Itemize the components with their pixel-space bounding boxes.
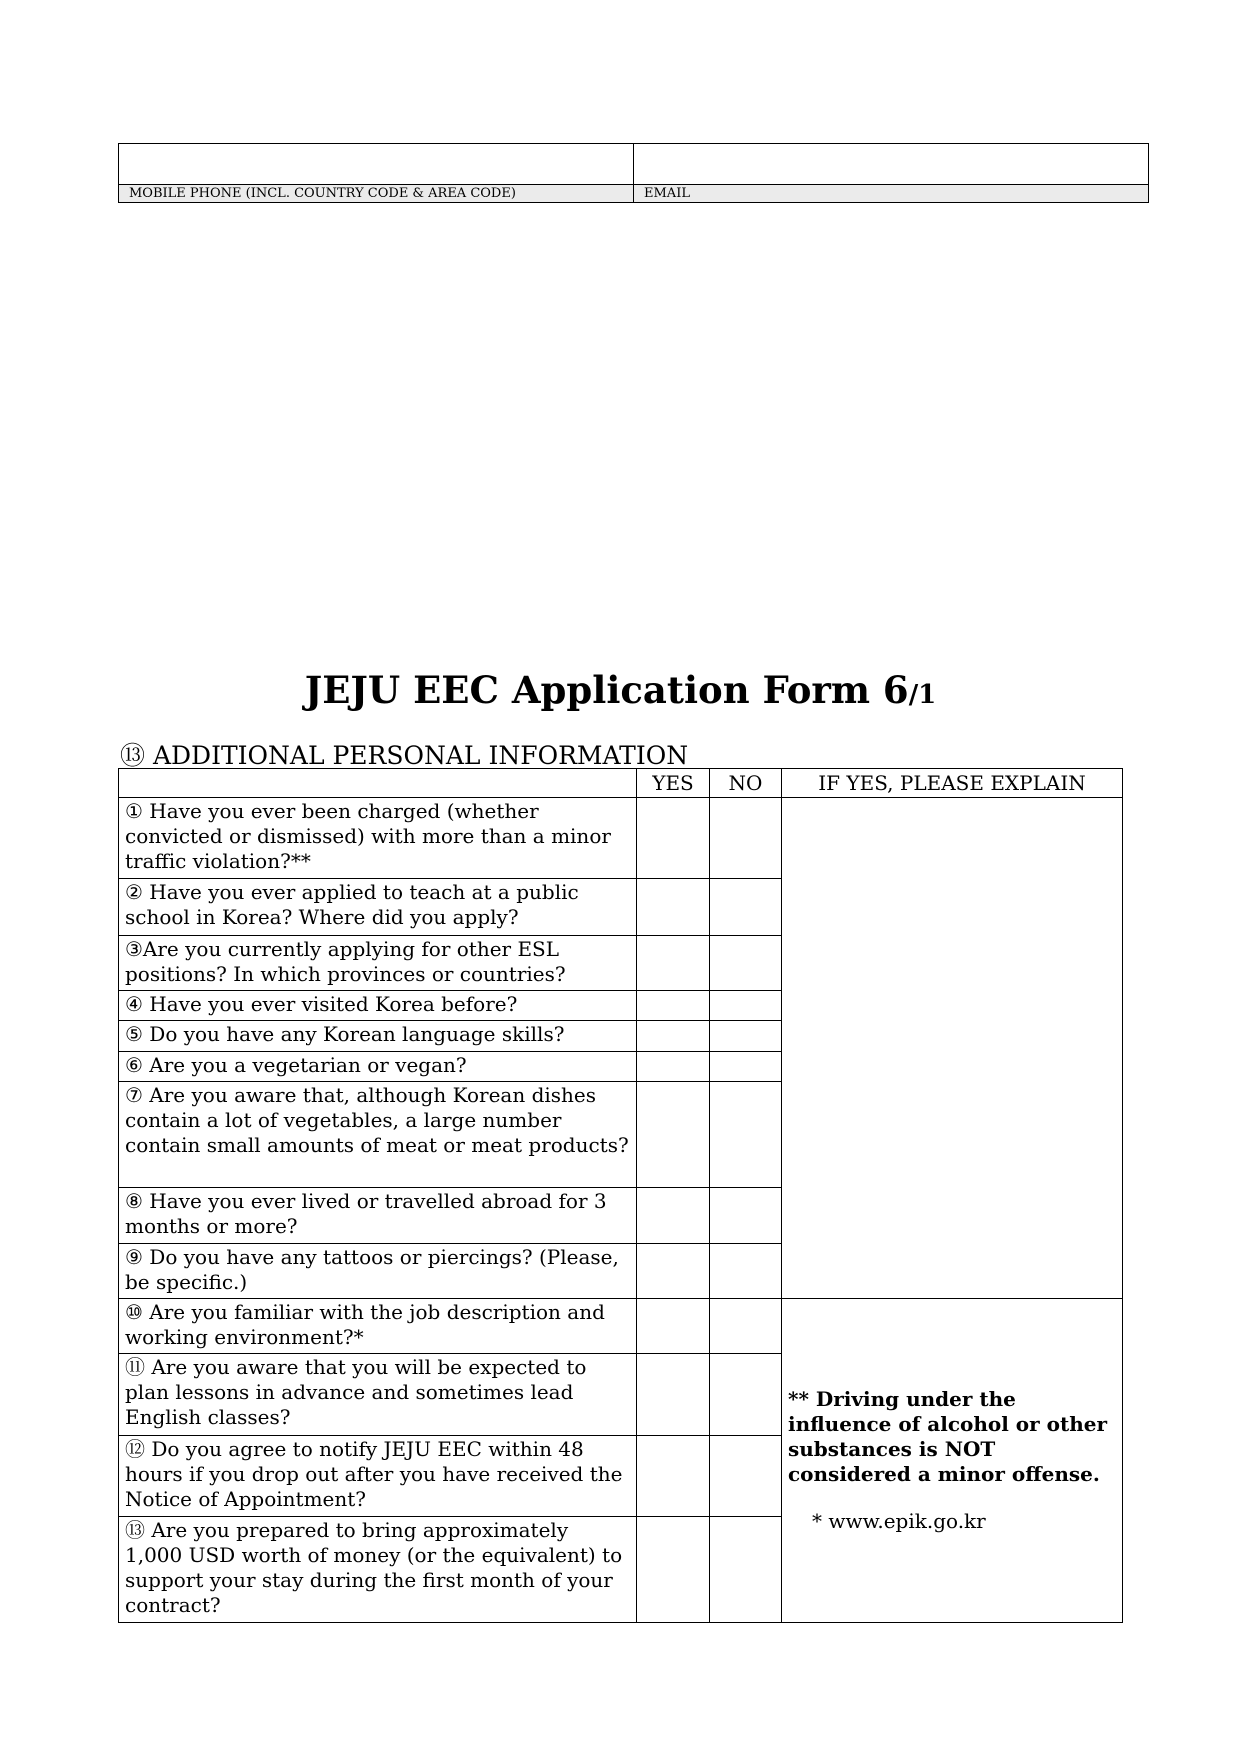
no-checkbox-cell[interactable] bbox=[710, 1354, 782, 1436]
question-text: ① Have you ever been charged (whether convicted or dismissed) with more than a minor traffic violation?** bbox=[119, 798, 637, 879]
website-note: * www.epik.go.kr bbox=[812, 1509, 986, 1533]
page-title bbox=[0, 668, 1241, 712]
question-text: ⑬ Are you prepared to bring approximately 1,000 USD worth of money (or the equivalent) to support your stay during the first month of your contract? bbox=[119, 1517, 637, 1623]
email-field[interactable] bbox=[634, 144, 1149, 185]
title-suffix: /1 bbox=[908, 680, 937, 710]
no-checkbox-cell[interactable] bbox=[710, 1021, 782, 1052]
question-text: ④ Have you ever visited Korea before? bbox=[119, 991, 637, 1021]
no-checkbox-cell[interactable] bbox=[710, 1188, 782, 1244]
no-checkbox-cell[interactable] bbox=[710, 1244, 782, 1299]
question-text: ⑩ Are you familiar with the job description and working environment?* bbox=[119, 1299, 637, 1354]
questions-table bbox=[118, 768, 1123, 1623]
explanation-field[interactable] bbox=[782, 798, 1123, 1299]
question-text: ⑪ Are you aware that you will be expected to plan lessons in advance and sometimes lead English classes? bbox=[119, 1354, 637, 1436]
contact-table bbox=[118, 143, 1149, 203]
yes-checkbox-cell[interactable] bbox=[637, 991, 710, 1021]
dui-note: ** Driving under the influence of alcohol or other substances is NOT considered a minor offense. bbox=[788, 1387, 1107, 1486]
question-header bbox=[119, 769, 637, 798]
question-text: ③Are you currently applying for other ESL positions? In which provinces or countries? bbox=[119, 936, 637, 991]
yes-checkbox-cell[interactable] bbox=[637, 1188, 710, 1244]
notes-cell bbox=[782, 1299, 1123, 1623]
yes-checkbox-cell[interactable] bbox=[637, 1244, 710, 1299]
no-checkbox-cell[interactable] bbox=[710, 1299, 782, 1354]
yes-checkbox-cell[interactable] bbox=[637, 1517, 710, 1623]
no-checkbox-cell[interactable] bbox=[710, 991, 782, 1021]
question-text: ⑦ Are you aware that, although Korean dishes contain a lot of vegetables, a large number contain small amounts of meat or meat products? bbox=[119, 1082, 637, 1188]
no-checkbox-cell[interactable] bbox=[710, 879, 782, 936]
no-checkbox-cell[interactable] bbox=[710, 798, 782, 879]
question-text: ⑨ Do you have any tattoos or piercings? (Please, be specific.) bbox=[119, 1244, 637, 1299]
yes-checkbox-cell[interactable] bbox=[637, 1436, 710, 1517]
question-text: ⑥ Are you a vegetarian or vegan? bbox=[119, 1052, 637, 1082]
no-checkbox-cell[interactable] bbox=[710, 1436, 782, 1517]
yes-checkbox-cell[interactable] bbox=[637, 879, 710, 936]
section-heading: ⑬ ADDITIONAL PERSONAL INFORMATION bbox=[120, 741, 689, 770]
yes-header: YES bbox=[637, 769, 710, 798]
yes-checkbox-cell[interactable] bbox=[637, 1299, 710, 1354]
explain-header: IF YES, PLEASE EXPLAIN bbox=[782, 769, 1123, 798]
no-checkbox-cell[interactable] bbox=[710, 1082, 782, 1188]
mobile-phone-field[interactable] bbox=[119, 144, 634, 185]
question-row bbox=[119, 1299, 1123, 1354]
yes-checkbox-cell[interactable] bbox=[637, 798, 710, 879]
question-text: ② Have you ever applied to teach at a public school in Korea? Where did you apply? bbox=[119, 879, 637, 936]
no-checkbox-cell[interactable] bbox=[710, 1052, 782, 1082]
yes-checkbox-cell[interactable] bbox=[637, 1082, 710, 1188]
question-text: ⑧ Have you ever lived or travelled abroad for 3 months or more? bbox=[119, 1188, 637, 1244]
question-text: ⑤ Do you have any Korean language skills? bbox=[119, 1021, 637, 1052]
yes-checkbox-cell[interactable] bbox=[637, 1021, 710, 1052]
yes-checkbox-cell[interactable] bbox=[637, 936, 710, 991]
email-label: EMAIL bbox=[634, 185, 1149, 203]
question-row bbox=[119, 798, 1123, 879]
no-checkbox-cell[interactable] bbox=[710, 936, 782, 991]
title-main: JEJU EEC Application Form 6 bbox=[304, 668, 909, 712]
mobile-phone-label: MOBILE PHONE (INCL. COUNTRY CODE & AREA CODE) bbox=[119, 185, 634, 203]
yes-checkbox-cell[interactable] bbox=[637, 1354, 710, 1436]
question-text: ⑫ Do you agree to notify JEJU EEC within 48 hours if you drop out after you have received the Notice of Appointment? bbox=[119, 1436, 637, 1517]
no-header: NO bbox=[710, 769, 782, 798]
yes-checkbox-cell[interactable] bbox=[637, 1052, 710, 1082]
no-checkbox-cell[interactable] bbox=[710, 1517, 782, 1623]
